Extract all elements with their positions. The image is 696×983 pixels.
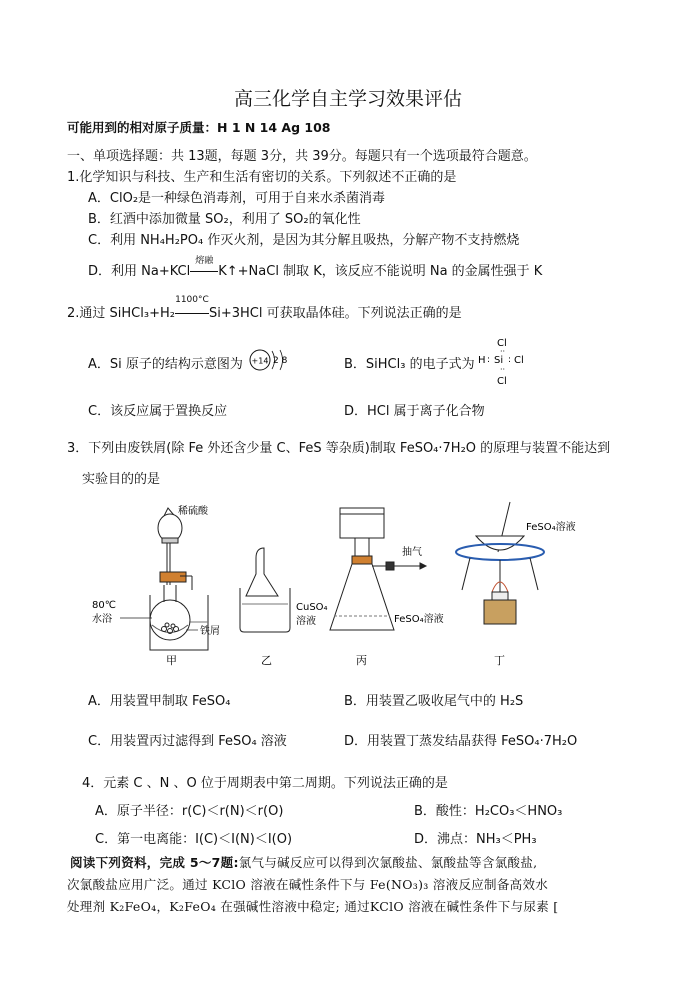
si-nucleus-label: +14 (251, 356, 269, 366)
apparatus-figure (90, 500, 630, 670)
label-suction: 抽气 (402, 547, 422, 558)
q3-stem-line2: 实验目的的是 (82, 472, 161, 487)
caption-ding: 丁 (494, 654, 505, 667)
q4-option-b: B．酸性：H₂CO₃＜HNO₃ (414, 804, 563, 819)
reading-lead: 阅读下列资料，完成 5～7题: (70, 855, 239, 870)
label-dilute-acid: 稀硫酸 (178, 506, 208, 517)
label-feso4-evap: FeSO₄溶液 (526, 522, 576, 533)
reading-line1 (70, 853, 537, 871)
svg-text:··: ·· (500, 347, 506, 356)
q1-option-a: A．ClO₂是一种绿色消毒剂，可用于自来水杀菌消毒 (88, 191, 386, 206)
q2-stem-pre: 2.通过 SiHCl₃+H₂ (67, 306, 175, 321)
q2-condition: 1100°C (175, 295, 209, 305)
reading-line3: 处理剂 K₂FeO₄，K₂FeO₄ 在强碱性溶液中稳定; 通过KClO 溶液在碱性条件下与尿素 [ (67, 899, 559, 914)
q4-option-c: C．第一电离能：I(C)＜I(N)＜I(O) (95, 832, 293, 847)
apparatus-yi (240, 548, 290, 632)
q1-option-c: C．利用 NH₄H₂PO₄ 作灭火剂，是因为其分解且吸热，分解产物不支持燃烧 (88, 233, 520, 248)
q2-option-b (344, 353, 475, 372)
q2-arrow (175, 295, 209, 321)
q1-d-arrow (190, 256, 218, 279)
q3-option-b: B．用装置乙吸收尾气中的 H₂S (344, 694, 524, 709)
label-cuso4: CuSO₄ (296, 602, 328, 613)
q3-option-d: D．用装置丁蒸发结晶获得 FeSO₄·7H₂O (344, 734, 578, 749)
q2-stem-post: Si+3HCl 可获取晶体硅。下列说法正确的是 (208, 306, 462, 321)
reading-line2: 次氯酸盐应用广泛。通过 KClO 溶液在碱性条件下与 Fe(NO₃)₃ 溶液反应制备高效水 (67, 877, 549, 892)
sihcl3-electron-formula (476, 334, 532, 388)
apparatus-ding (456, 502, 544, 624)
label-water-bath: 水浴 (92, 614, 112, 625)
si-atom-structure-diagram (248, 346, 300, 374)
caption-jia: 甲 (166, 654, 177, 667)
caption-bing: 丙 (356, 654, 367, 667)
q2-option-d: D．HCl 属于离子化合物 (344, 404, 485, 419)
q3-option-c: C．用装置丙过滤得到 FeSO₄ 溶液 (88, 734, 287, 749)
q2-option-a (88, 353, 243, 372)
label-feso4-filtrate: FeSO₄溶液 (394, 614, 444, 625)
q1-d-pre: D．利用 Na+KCl (88, 264, 191, 279)
q4-option-a: A．原子半径：r(C)＜r(N)＜r(O) (95, 804, 284, 819)
ef-cl-bottom: Cl (497, 376, 507, 387)
si-shell-electrons: 2 8 (273, 356, 288, 366)
q1-d-post: K↑+NaCl 制取 K，该反应不能说明 Na 的金属性强于 K (218, 264, 543, 279)
q1-stem: 1.化学知识与科技、生产和生活有密切的关系。下列叙述不正确的是 (67, 170, 457, 185)
reading-text1: 氯气与碱反应可以得到次氯酸盐、氯酸盐等含氯酸盐, (238, 855, 538, 870)
q4-option-d: D．沸点：NH₃＜PH₃ (414, 832, 537, 847)
q3-stem-line1: 3．下列由废铁屑(除 Fe 外还含少量 C、FeS 等杂质)制取 FeSO₄·7H₂O 的原理与装置不能达到 (67, 441, 611, 456)
label-iron-scrap: 铁屑 (200, 626, 220, 637)
q2-option-c: C．该反应属于置换反应 (88, 404, 228, 419)
page-title: 高三化学自主学习效果评估 (233, 88, 462, 110)
ef-h: H (478, 355, 486, 366)
q1-d-condition: 熔融 (195, 256, 214, 266)
q2-a-text: A．Si 原子的结构示意图为 (88, 357, 243, 372)
svg-text::: : (487, 355, 491, 365)
label-cuso4-solution: 溶液 (296, 616, 316, 627)
q2-b-text: B．SiHCl₃ 的电子式为 (344, 357, 475, 372)
atomic-mass-line: 可能用到的相对原子质量：H 1 N 14 Ag 108 (67, 120, 331, 135)
q1-option-d (88, 256, 543, 279)
q1-option-b: B．红酒中添加微量 SO₂，利用了 SO₂的氧化性 (88, 212, 361, 227)
ef-si: Si (494, 355, 504, 366)
ef-cl-right: Cl (514, 355, 524, 366)
section-heading: 一、单项选择题：共 13题，每题 3分，共 39分。每题只有一个选项最符合题意。 (67, 149, 537, 164)
q4-stem: 4．元素 C 、N 、O 位于周期表中第二周期。下列说法正确的是 (82, 776, 448, 791)
apparatus-bing (330, 508, 426, 630)
q2-stem (67, 295, 462, 321)
svg-text:··: ·· (500, 365, 506, 374)
label-80c: 80℃ (92, 600, 116, 611)
ef-cl-top: Cl (497, 338, 507, 349)
q3-option-a: A．用装置甲制取 FeSO₄ (88, 694, 231, 709)
caption-yi: 乙 (261, 654, 272, 667)
svg-text::: : (508, 355, 512, 365)
